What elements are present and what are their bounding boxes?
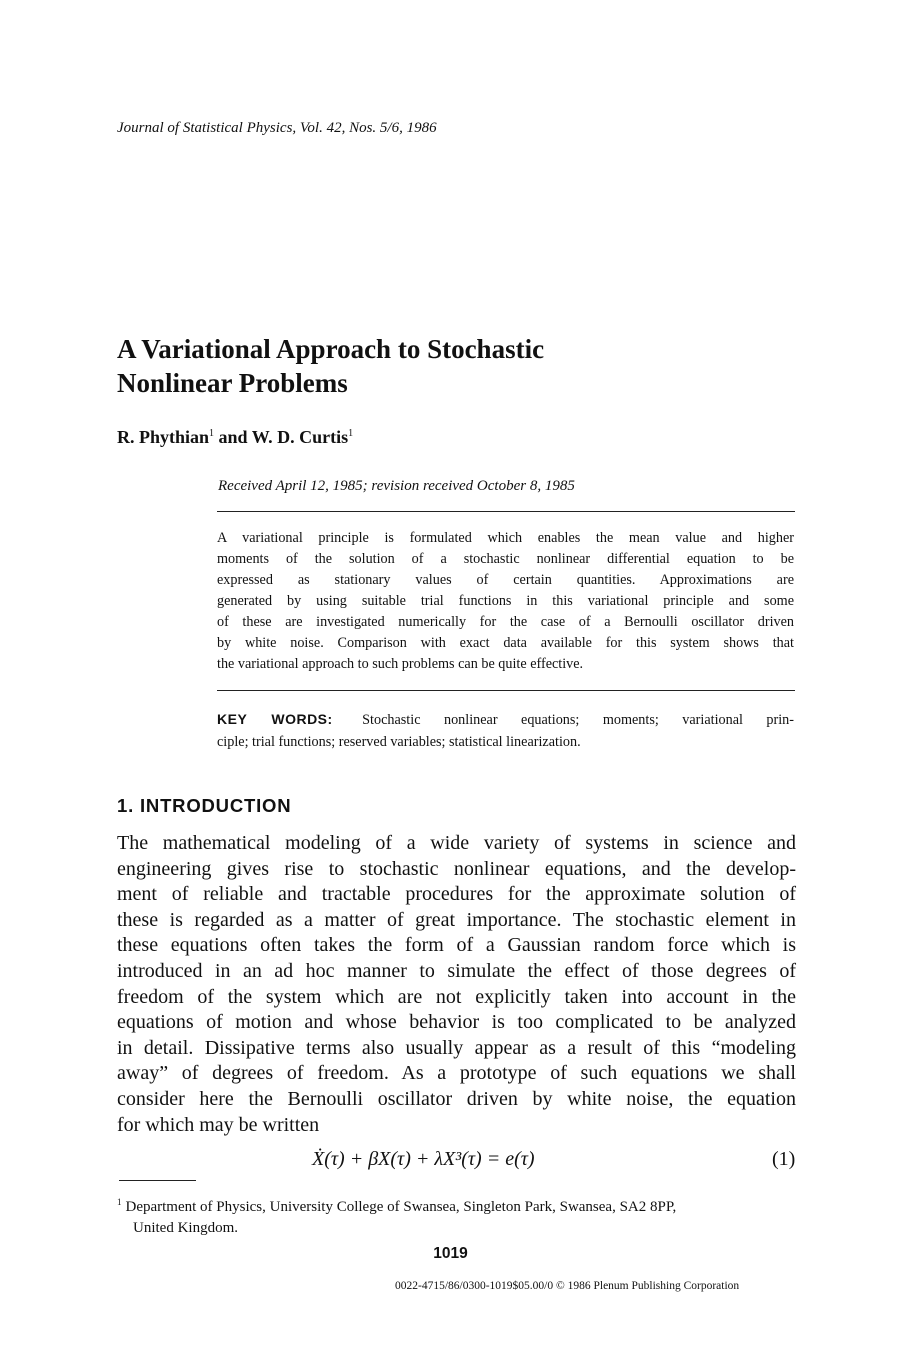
body-line: consider here the Bernoulli oscillator driven by white noise, the equation xyxy=(117,1087,796,1110)
abstract-line: moments of the solution of a stochastic nonlinear differential equation to be xyxy=(217,551,794,567)
keywords-line-2: ciple; trial functions; reserved variables; statistical linearization. xyxy=(217,734,581,750)
body-line: these is regarded as a matter of great importance. The stochastic element in xyxy=(117,908,796,931)
keywords-text: Stochastic nonlinear equations; moments; variational prin- xyxy=(362,712,794,728)
abstract-line: expressed as stationary values of certain quantities. Approximations are xyxy=(217,572,794,588)
body-line: engineering gives rise to stochastic nonlinear equations, and the develop- xyxy=(117,857,796,880)
affiliation-marker: 1 xyxy=(209,428,215,439)
author-name: W. D. Curtis xyxy=(251,427,349,447)
affiliation-marker: 1 xyxy=(348,428,354,439)
body-line: away” of degrees of freedom. As a prototype of such equations we shall xyxy=(117,1062,796,1085)
journal-citation: Journal of Statistical Physics, Vol. 42, Nos. 5/6, 1986 xyxy=(117,120,437,136)
body-line: in detail. Dissipative terms also usually appear as a result of this “modeling xyxy=(117,1036,796,1059)
title-line-2: Nonlinear Problems xyxy=(117,368,348,398)
body-line: these equations often takes the form of a Gaussian random force which is xyxy=(117,934,796,957)
equation-number: (1) xyxy=(772,1148,796,1170)
abstract-line: the variational approach to such problems can be quite effective. xyxy=(217,656,584,672)
footnote-line-1 xyxy=(117,1192,797,1218)
abstract-top-rule xyxy=(217,511,795,512)
abstract-line: of these are investigated numerically for the case of a Bernoulli oscillator driven xyxy=(217,614,794,630)
equation: Ẋ(τ) + βX(τ) + λX³(τ) = e(τ) xyxy=(312,1148,535,1170)
page-number: 1019 xyxy=(433,1245,468,1262)
body-line: freedom of the system which are not explicitly taken into account in the xyxy=(117,985,796,1008)
received-dates: Received April 12, 1985; revision received October 8, 1985 xyxy=(218,478,575,494)
abstract-line: by white noise. Comparison with exact data available for this system shows that xyxy=(217,635,794,651)
keywords xyxy=(217,708,794,753)
author-name: R. Phythian xyxy=(117,427,210,447)
paper-title xyxy=(117,332,717,400)
body-line: ment of reliable and tractable procedures for the approximate solution of xyxy=(117,883,796,906)
keywords-label: KEY WORDS: xyxy=(217,711,333,727)
footnote-text: Department of Physics, University College of Swansea, Singleton Park, Swansea, SA2 8PP, xyxy=(125,1199,677,1215)
body-paragraph xyxy=(117,831,796,1138)
footnote-line-2: United Kingdom. xyxy=(133,1220,238,1236)
footnote-rule xyxy=(119,1180,196,1181)
abstract-line: generated by using suitable trial functions in this variational principle and some xyxy=(217,593,794,609)
copyright-line: 0022-4715/86/0300-1019$05.00/0 © 1986 Plenum Publishing Corporation xyxy=(395,1280,740,1292)
body-line: introduced in an ad hoc manner to simulate the effect of those degrees of xyxy=(117,959,796,982)
abstract-line: A variational principle is formulated which enables the mean value and higher xyxy=(217,530,794,546)
title-line-1: A Variational Approach to Stochastic xyxy=(117,334,545,364)
footnote xyxy=(117,1192,797,1239)
keywords-line-1 xyxy=(217,708,794,731)
body-line: for which may be written xyxy=(117,1113,320,1136)
abstract xyxy=(217,528,794,675)
author-list xyxy=(117,427,353,448)
body-line: The mathematical modeling of a wide variety of systems in science and xyxy=(117,832,796,854)
abstract-bottom-rule xyxy=(217,690,795,691)
footnote-marker: 1 xyxy=(117,1197,122,1207)
body-line: equations of motion and whose behavior is too complicated to be analyzed xyxy=(117,1011,796,1034)
author-conjunction: and xyxy=(218,427,248,447)
section-heading: 1. INTRODUCTION xyxy=(117,795,292,816)
